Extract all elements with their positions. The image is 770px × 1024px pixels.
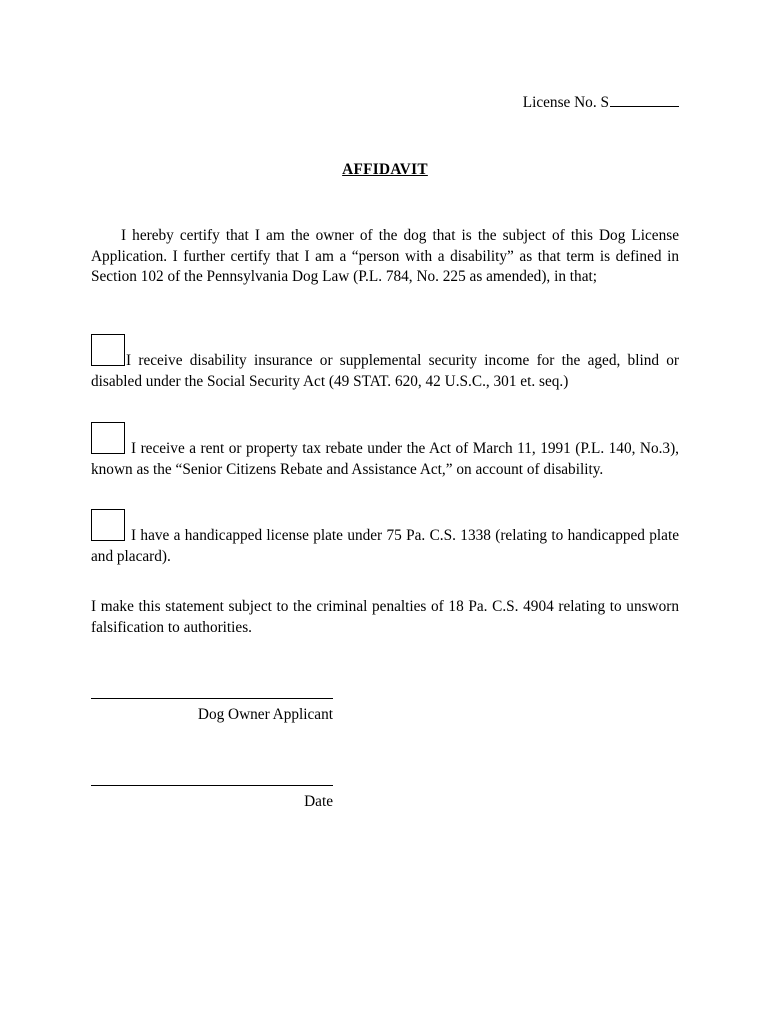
option-tax-rebate-text: I receive a rent or property tax rebate under the Act of March 11, 1991 (P.L. 140, No.3), known as the “Senior Citizens Rebate and Assistance Act,” on account of disability. [91,440,679,478]
option-handicapped-plate-text: I have a handicapped license plate under 75 Pa. C.S. 1338 (relating to handicapped plate and placard). [91,527,679,565]
license-number-label: License No. S [522,94,609,111]
date-signature-line[interactable] [91,785,333,786]
handicapped-plate-checkbox[interactable] [91,509,125,541]
option-disability-insurance-text: I receive disability insurance or supplemental security income for the aged, blind or disabled under the Social Security Act (49 STAT. 620, 42 U.S.C., 301 et. seq.) [91,352,679,390]
owner-signature-line[interactable] [91,698,333,699]
intro-paragraph: I hereby certify that I am the owner of the dog that is the subject of this Dog License Application. I further certify that I am a “person with a disability” as that term is defined in Section 102 of the Pennsylvania Dog Law (P.L. 784, No. 225 as amended), in that; [91,227,679,285]
license-number-blank[interactable] [610,92,679,107]
document-title: AFFIDAVIT [342,161,428,178]
owner-signature-label: Dog Owner Applicant [197,706,333,723]
option-handicapped-plate [91,509,679,567]
option-tax-rebate [91,422,679,480]
tax-rebate-checkbox[interactable] [91,422,125,454]
license-number [523,92,679,113]
penalty-statement: I make this statement subject to the criminal penalties of 18 Pa. C.S. 4904 relating to unsworn falsification to authorities. [91,598,679,636]
date-signature-label: Date [304,793,333,810]
disability-insurance-checkbox[interactable] [91,334,125,366]
option-disability-insurance [91,334,679,392]
